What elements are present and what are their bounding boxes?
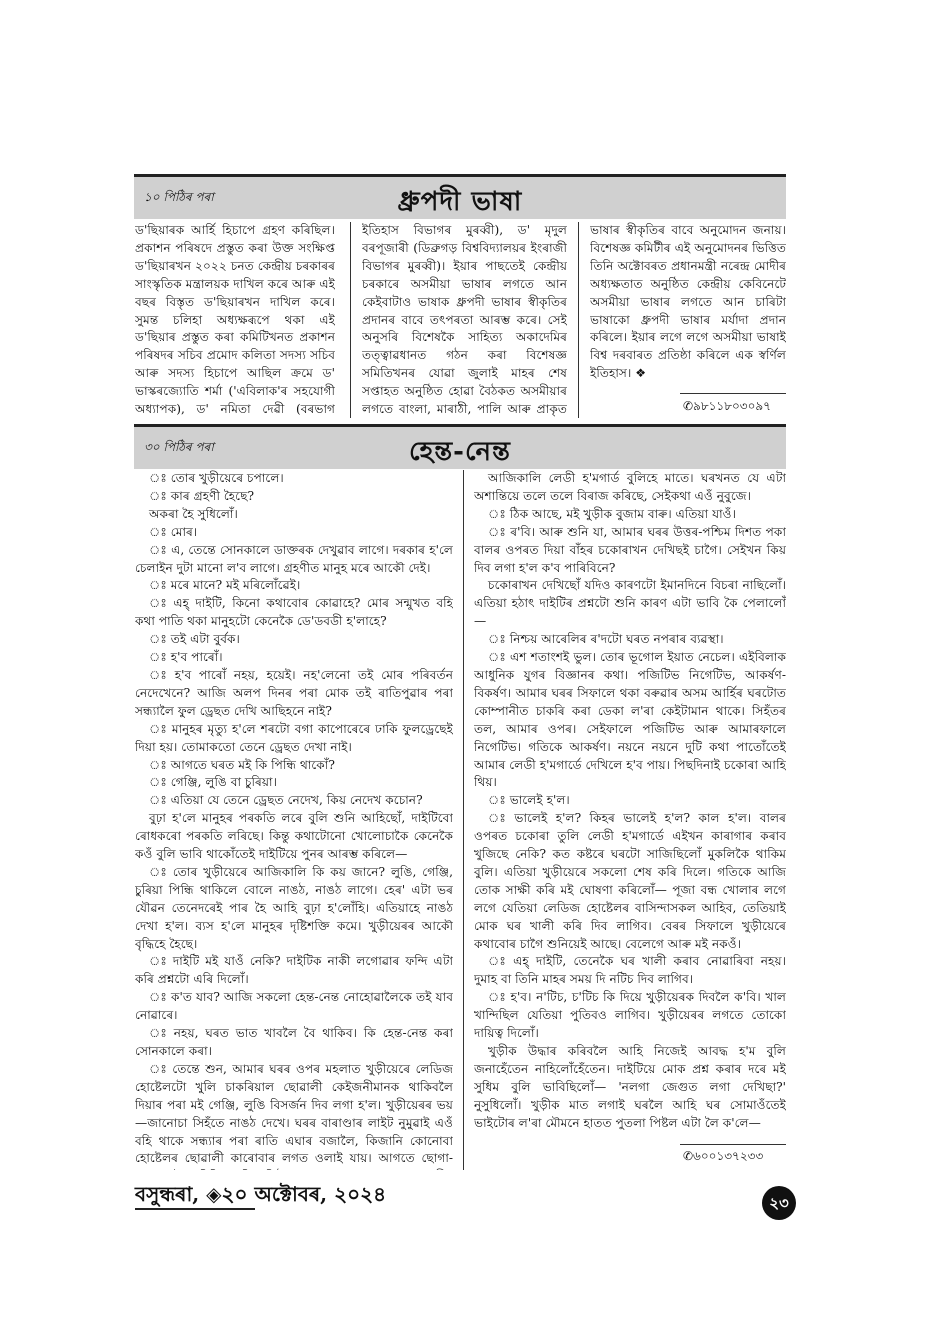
story-paragraph: ঃ তই এটা বুৰ্বক। — [149, 632, 240, 647]
story-paragraph: ঃ এশ শতাংশই ভুল। তোৰ ভূগোল ইয়াত নেচেল। এইবিলাক আধুনিক যুগৰ বিজ্ঞানৰ কথা। পজিটিভ নিগেটিভ, আকৰ্ষণ-বিকৰ্ষণ। আমাৰ ঘৰৰ সিফালে থকা বৰুৱাৰ অসম আৰ্হিৰ ঘৰটোত কোম্পানীত চাকৰি কৰা ডেকা ল'ৰা কেইটামান থাকে। সিহঁতৰ তল, আমাৰ ওপৰ। সেইফালে পজিটিভ আৰু আমাৰফালে নিগেটিভ। গতিকে আকৰ্ষণ। নয়নে নয়নে দুটি কথা পাতোঁতেই আমাৰ লেডী হ'মগাৰ্ডে দেখিলে হ'ব পায়। পিছদিনাই চকোৰা আহি থিয়। — [474, 650, 786, 790]
footer-rule — [135, 1208, 255, 1210]
story-paragraph: ঃ এহ্ দাইটি, তেনেকৈ ঘৰ খালী কৰাব নোৱাৰিবা নহয়। দুমাহ বা তিনি মাহৰ সময় দি নটিচ দিব লাগিব। — [474, 954, 786, 987]
story-paragraph: ঃ মোৰ। — [149, 524, 198, 539]
story-paragraph: ঃ মৰে মানে? মই মৰিলোঁৱেই। — [149, 578, 301, 593]
story-paragraph: ঃ ক'ত যাব? আজি সকলো হেন্ত-নেন্ত নোহোৱালৈকে তই যাব নোৱাৰে। — [135, 990, 453, 1023]
paragraph: ভাষাৰ স্বীকৃতিৰ বাবে অনুমোদন জনায়। বিশেষজ্ঞ কমিটীৰ এই অনুমোদনৰ ভিত্তিত তিনি অক্টোবৰত প্ৰধানমন্ত্ৰী নৰেন্দ্ৰ মোদীৰ অধ্যক্ষতাত অনুষ্ঠিত কেন্দ্ৰীয় কেবিনেটে অসমীয়া ভাষাৰ লগতে আন চাৰিটা ভাষাকো ধ্ৰুপদী ভাষাৰ মৰ্যাদা প্ৰদান কৰিলে। ইয়াৰ লগে লগে অসমীয়া ভাষাই বিশ্ব দৰবাৰত প্ৰতিষ্ঠা কৰিলে এক স্বৰ্ণিল ইতিহাস। ❖ — [590, 223, 786, 381]
story-paragraph: ঃ দাইটি মই যাওঁ নেকি? দাইটিক নাকী লগোৱাৰ ফন্দি এটা কৰি প্ৰশ্নটো এৰি দিলোঁ। — [135, 954, 453, 987]
paragraph: ইতিহাস বিভাগৰ মুৰব্বী), ড' মৃদুল বৰপূজাৰী (ডিব্ৰুগড় বিশ্ববিদ্যালয়ৰ ইংৰাজী বিভাগৰ মুৰব্বী)। ইয়াৰ পাছতেই কেন্দ্ৰীয় চৰকাৰে অসমীয়া ভাষাৰ লগতে আন কেইবাটাও ভাষাক ধ্ৰুপদী ভাষাৰ স্বীকৃতিৰ প্ৰদানৰ বাবে তৎপৰতা আৰম্ভ কৰে। সেই অনুসৰি বিশেষকৈ সাহিত্য অকাদেমিৰ তত্ত্বাৱধানত গঠন কৰা বিশেষজ্ঞ সমিতিখনৰ যোৱা জুলাই মাহৰ শেষ সপ্তাহত অনুষ্ঠিত হোৱা বৈঠকত অসমীয়াৰ লগতে বাংলা, মাৰাঠী, পালি আৰু প্ৰাকৃত — [362, 223, 567, 417]
section-title: হেন্ত-নেন্ত — [409, 437, 511, 467]
story-paragraph: ঃ কাৰ গ্ৰহণী হৈছে? — [149, 488, 254, 503]
article-column-1 — [135, 222, 335, 417]
story-paragraph: বুঢ়া হ'লে মানুহৰ পৰকতি লৰে বুলি শুনি আহিছোঁ, দাইটিবো ৰোধকৰো পৰকতি লৰিছে। কিন্তু কথাটোনো খোলোচাকৈ কেনেকৈ কওঁ বুলি ভাবি থাকোঁতেই দাইটিয়ে পুনৰ আৰম্ভ কৰিলে— — [135, 811, 453, 862]
story-paragraph: ঃ ভালেই হ'ল। — [488, 793, 570, 808]
article-column-3 — [590, 222, 786, 382]
story-paragraph: ঃ ঠিক আছে, মই খুড়ীক বুজাম বাৰু। এতিয়া যাওঁ। — [488, 506, 736, 521]
story-paragraph: ঃ আগতে ঘৰত মই কি পিন্ধি থাকোঁ? — [149, 757, 335, 772]
story-paragraph: ঃ নহয়, ঘৰত ভাত খাবলৈ বৈ থাকিব। কি হেন্ত-নেন্ত কৰা সোনকালে কৰা। — [135, 1026, 453, 1058]
story-paragraph: অকৰা হৈ সুধিলোঁ। — [149, 506, 238, 521]
page-number: ২৩ — [762, 1186, 796, 1220]
story-column-left — [135, 470, 453, 1170]
story-column-right — [474, 470, 786, 1130]
story-paragraph: ঃ এ, তেন্তে সোনকালে ডাক্তৰক দেখুৱাব লাগে। দৰকাৰ হ'লে চেলাইন দুটা মানো ল'ব লাগে। গ্ৰহণীত মানুহ মৰে আকৌ দেই। — [135, 542, 453, 575]
continued-label: ১০ পিঠিৰ পৰা — [144, 190, 214, 204]
section-banner-hentanenta — [134, 424, 786, 469]
section-title: ধ্ৰুপদী ভাষা — [397, 187, 523, 217]
author-phone: ✆৬০০১৩৭২৩৩ — [683, 1149, 764, 1163]
story-paragraph: ঃ এতিয়া যে তেনে ড্ৰেছত নেদেখ, কিয় নেদেখ কচোন? — [149, 793, 423, 808]
column-divider — [463, 470, 464, 1170]
story-paragraph: ঃ ভালেই হ'ল? কিহৰ ভালেই হ'ল? কাল হ'ল। বালৰ ওপৰত চকোৰা তুলি লেডী হ'মগাৰ্ডে এইখন কাৰাগাৰ কৰাব খুজিছে নেকি? কত কষ্টৰে ঘৰটো সাজিছিলোঁ মুকলিকৈ থাকিম বুলি। এতিয়া খুড়ীয়েৰে সকলো শেষ কৰি দিলে। গতিকে আজি তোক সাক্ষী কৰি মই ঘোষণা কৰিলোঁ— পূজা বন্ধ খোলাৰ লগে লগে যেতিয়া লেডিজ হোষ্টেলৰ বাসিন্দাসকল আহিব, তেতিয়াই মোক ঘৰ খালী কৰি দিব লাগিব। বেৰৰ সিফালে খুড়ীয়েৰে কথাবোৰ চাগৈ শুনিয়েই আছে। বেলেগে আৰু মই নকওঁ। — [474, 811, 786, 951]
story-paragraph: ঃ হ'ব পাৰোঁ নহয়, হয়েই। নহ'লেনো তই মোৰ পৰিবৰ্তন নেদেখেনে? আজি অলপ দিনৰ পৰা মোক তই ৰাতিপুৱাৰ পৰা সন্ধ্যালৈ ফুল ড্ৰেছত দেখি আছিহনে নাই? — [135, 667, 453, 718]
story-paragraph: ঃ তেন্তে শুন, আমাৰ ঘৰৰ ওপৰ মহলাত খুড়ীয়েৰে লেডিজ হোষ্টেলটো খুলি চাকৰিয়াল ছোৱালী কেইজনীমানক থাকিবলৈ দিয়াৰ পৰা মই গেঞ্জি, লুঙি বিসৰ্জন দিব লগা হ'ল। খুড়ীয়েৰৰ ভয়—জানোচা সিহঁতে নাঙঠ দেখে। ঘৰৰ বাৰাণ্ডাৰ লাইট নুমুৱাই এওঁ বহি থাকে সন্ধ্যাৰ পৰা ৰাতি এঘাৰ বজালৈ, কিজানি কোনোবা হোষ্টেলৰ ছোৱালী কাৰোবাৰ লগত ওলাই যায়। আগতে ছোগা- — [135, 1061, 453, 1166]
column-divider — [578, 222, 579, 418]
phone-divider — [680, 393, 786, 394]
magazine-footer: বসুন্ধৰা, ◈২০ অক্টোবৰ, ২০২৪ — [135, 1182, 387, 1206]
story-paragraph: ঃ ৰ'বি। আৰু শুনি যা, আমাৰ ঘৰৰ উত্তৰ-পশ্চিম দিশত পকা বালৰ ওপৰত দিয়া বাঁহৰ চকোৰাখন দেখিছই চাগৈ। সেইখন কিয় দিব লগা হ'ল ক'ব পাৰিবিনে? — [474, 524, 786, 575]
story-paragraph: আজিকালি লেডী হ'মগাৰ্ড বুলিহে মাতে। ঘৰখনত যে এটা অশান্তিয়ে তলে তলে বিৰাজ কৰিছে, সেইকথা এওঁ নুবুজে। — [474, 471, 786, 503]
section-banner-dhrupadi — [134, 174, 786, 219]
story-paragraph: ঃ হ'ব পাৰোঁ। — [149, 650, 223, 665]
story-paragraph: ঃ নিশ্চয় আৰেলিৰ ৰ'দটো ঘৰত নপৰাৰ ব্যৱস্থা। — [488, 632, 724, 647]
story-paragraph: ঃ হ'ব। ন'টিচ, চ'টিচ কি দিয়ে খুড়ীয়েৰক দিবলৈ ক'বি। খাল খান্দিছিল যেতিয়া পুতিবও লাগিব। খুড়ীয়েৰৰ লগতে তোকো দায়িত্ব দিলোঁ। — [474, 990, 786, 1041]
phone-divider — [680, 1144, 786, 1145]
story-paragraph: ঃ এহ্ দাইটি, কিনো কথাবোৰ কোৱাহে? মোৰ সন্মুখত বহি কথা পাতি থকা মানুহটো কেনেকৈ ডে'ডবডী হ'লাহে? — [135, 596, 453, 629]
story-paragraph: ঃ মানুহৰ মৃত্যু হ'লে শৰটো বগা কাপোৰেৰে ঢাকি ফুলড্ৰেছেই দিয়া হয়। তোমাকতো তেনে ড্ৰেছত দেখা নাই। — [135, 721, 453, 754]
continued-label: ৩০ পিঠিৰ পৰা — [144, 440, 214, 454]
story-paragraph: ঃ গেঞ্জি, লুঙি বা চুৰিয়া। — [149, 775, 277, 790]
article-column-2 — [362, 222, 567, 417]
story-paragraph: চকোৰাখন দেখিছোঁ যদিও কাৰণটো ইমানদিনে বিচৰা নাছিলোঁ। এতিয়া হঠাৎ দাইটিৰ প্ৰশ্নটো শুনি কাৰণ এটা ভাবি কৈ পেলালোঁ— — [474, 578, 786, 629]
column-divider — [350, 222, 351, 418]
story-paragraph: ঃ তোৰ খুড়ীয়েৰে চপালে। — [149, 471, 284, 485]
story-paragraph: ঃ তোৰ খুড়ীয়েৰে আজিকালি কি কয় জানে? লুঙি, গেঞ্জি, চুৰিয়া পিন্ধি থাকিলে বোলে নাঙঠ, নাঙঠ লাগে। হেৰ' এটা ভৰ যৌৱন তেনেদৰেই পাৰ হৈ আহি বুঢ়া হ'লোঁহি। এতিয়াহে নাঙঠ দেখা হ'ল। ব্যস হ'লে মানুহৰ দৃষ্টিশক্তি কমে। খুড়ীয়েৰৰ আকৌ বৃদ্ধিহে হৈছে। — [135, 864, 453, 951]
paragraph: ড'ছিয়াৰক আৰ্হি হিচাপে গ্ৰহণ কৰিছিল। প্ৰকাশন পৰিষদে প্ৰস্তুত কৰা উক্ত সংক্ষিপ্ত ড'ছিয়াৰখন ২০২২ চনত কেন্দ্ৰীয় চৰকাৰৰ সাংস্কৃতিক মন্ত্ৰালয়ক দাখিল কৰে আৰু এই বছৰ বিস্তৃত ড'ছিয়াৰখন দাখিল কৰে। সুমন্ত চলিহা অধ্যক্ষৰূপে থকা এই ড'ছিয়াৰ প্ৰস্তুত কৰা কমিটিখনত প্ৰকাশন পৰিষদৰ সচিব প্ৰমোদ কলিতা সদস্য সচিব আৰু সদস্য হিচাপে আছিল ক্ৰমে ড' ভাস্কৰজ্যোতি শৰ্মা ('এবিলাক'ৰ সহযোগী অধ্যাপক), ড' নমিতা দেৱী (বৰভাগ — [135, 223, 335, 417]
story-paragraph: খুড়ীক উদ্ধাৰ কৰিবলৈ আহি নিজেই আবদ্ধ হ'ম বুলি জনাহেঁতেন নাহিলোঁহেঁতেন। দাইটিয়ে মোক প্ৰশ্ন কৰাৰ দৰে মই সুধিম বুলি ভাবিছিলোঁ— 'নলগা জেগুত লগা দেখিছা?' নুসুধিলোঁ। খুড়ীক মাত লগাই ঘৰলৈ আহি ঘৰ সোমাওঁতেই ভাইটোৰ ল'ৰা মৌমনে হাতত পুতলা পিষ্টল এটা লৈ ক'লে— — [474, 1044, 786, 1130]
author-phone: ✆৯৮১১৮০৩০৯৭ — [683, 399, 771, 413]
